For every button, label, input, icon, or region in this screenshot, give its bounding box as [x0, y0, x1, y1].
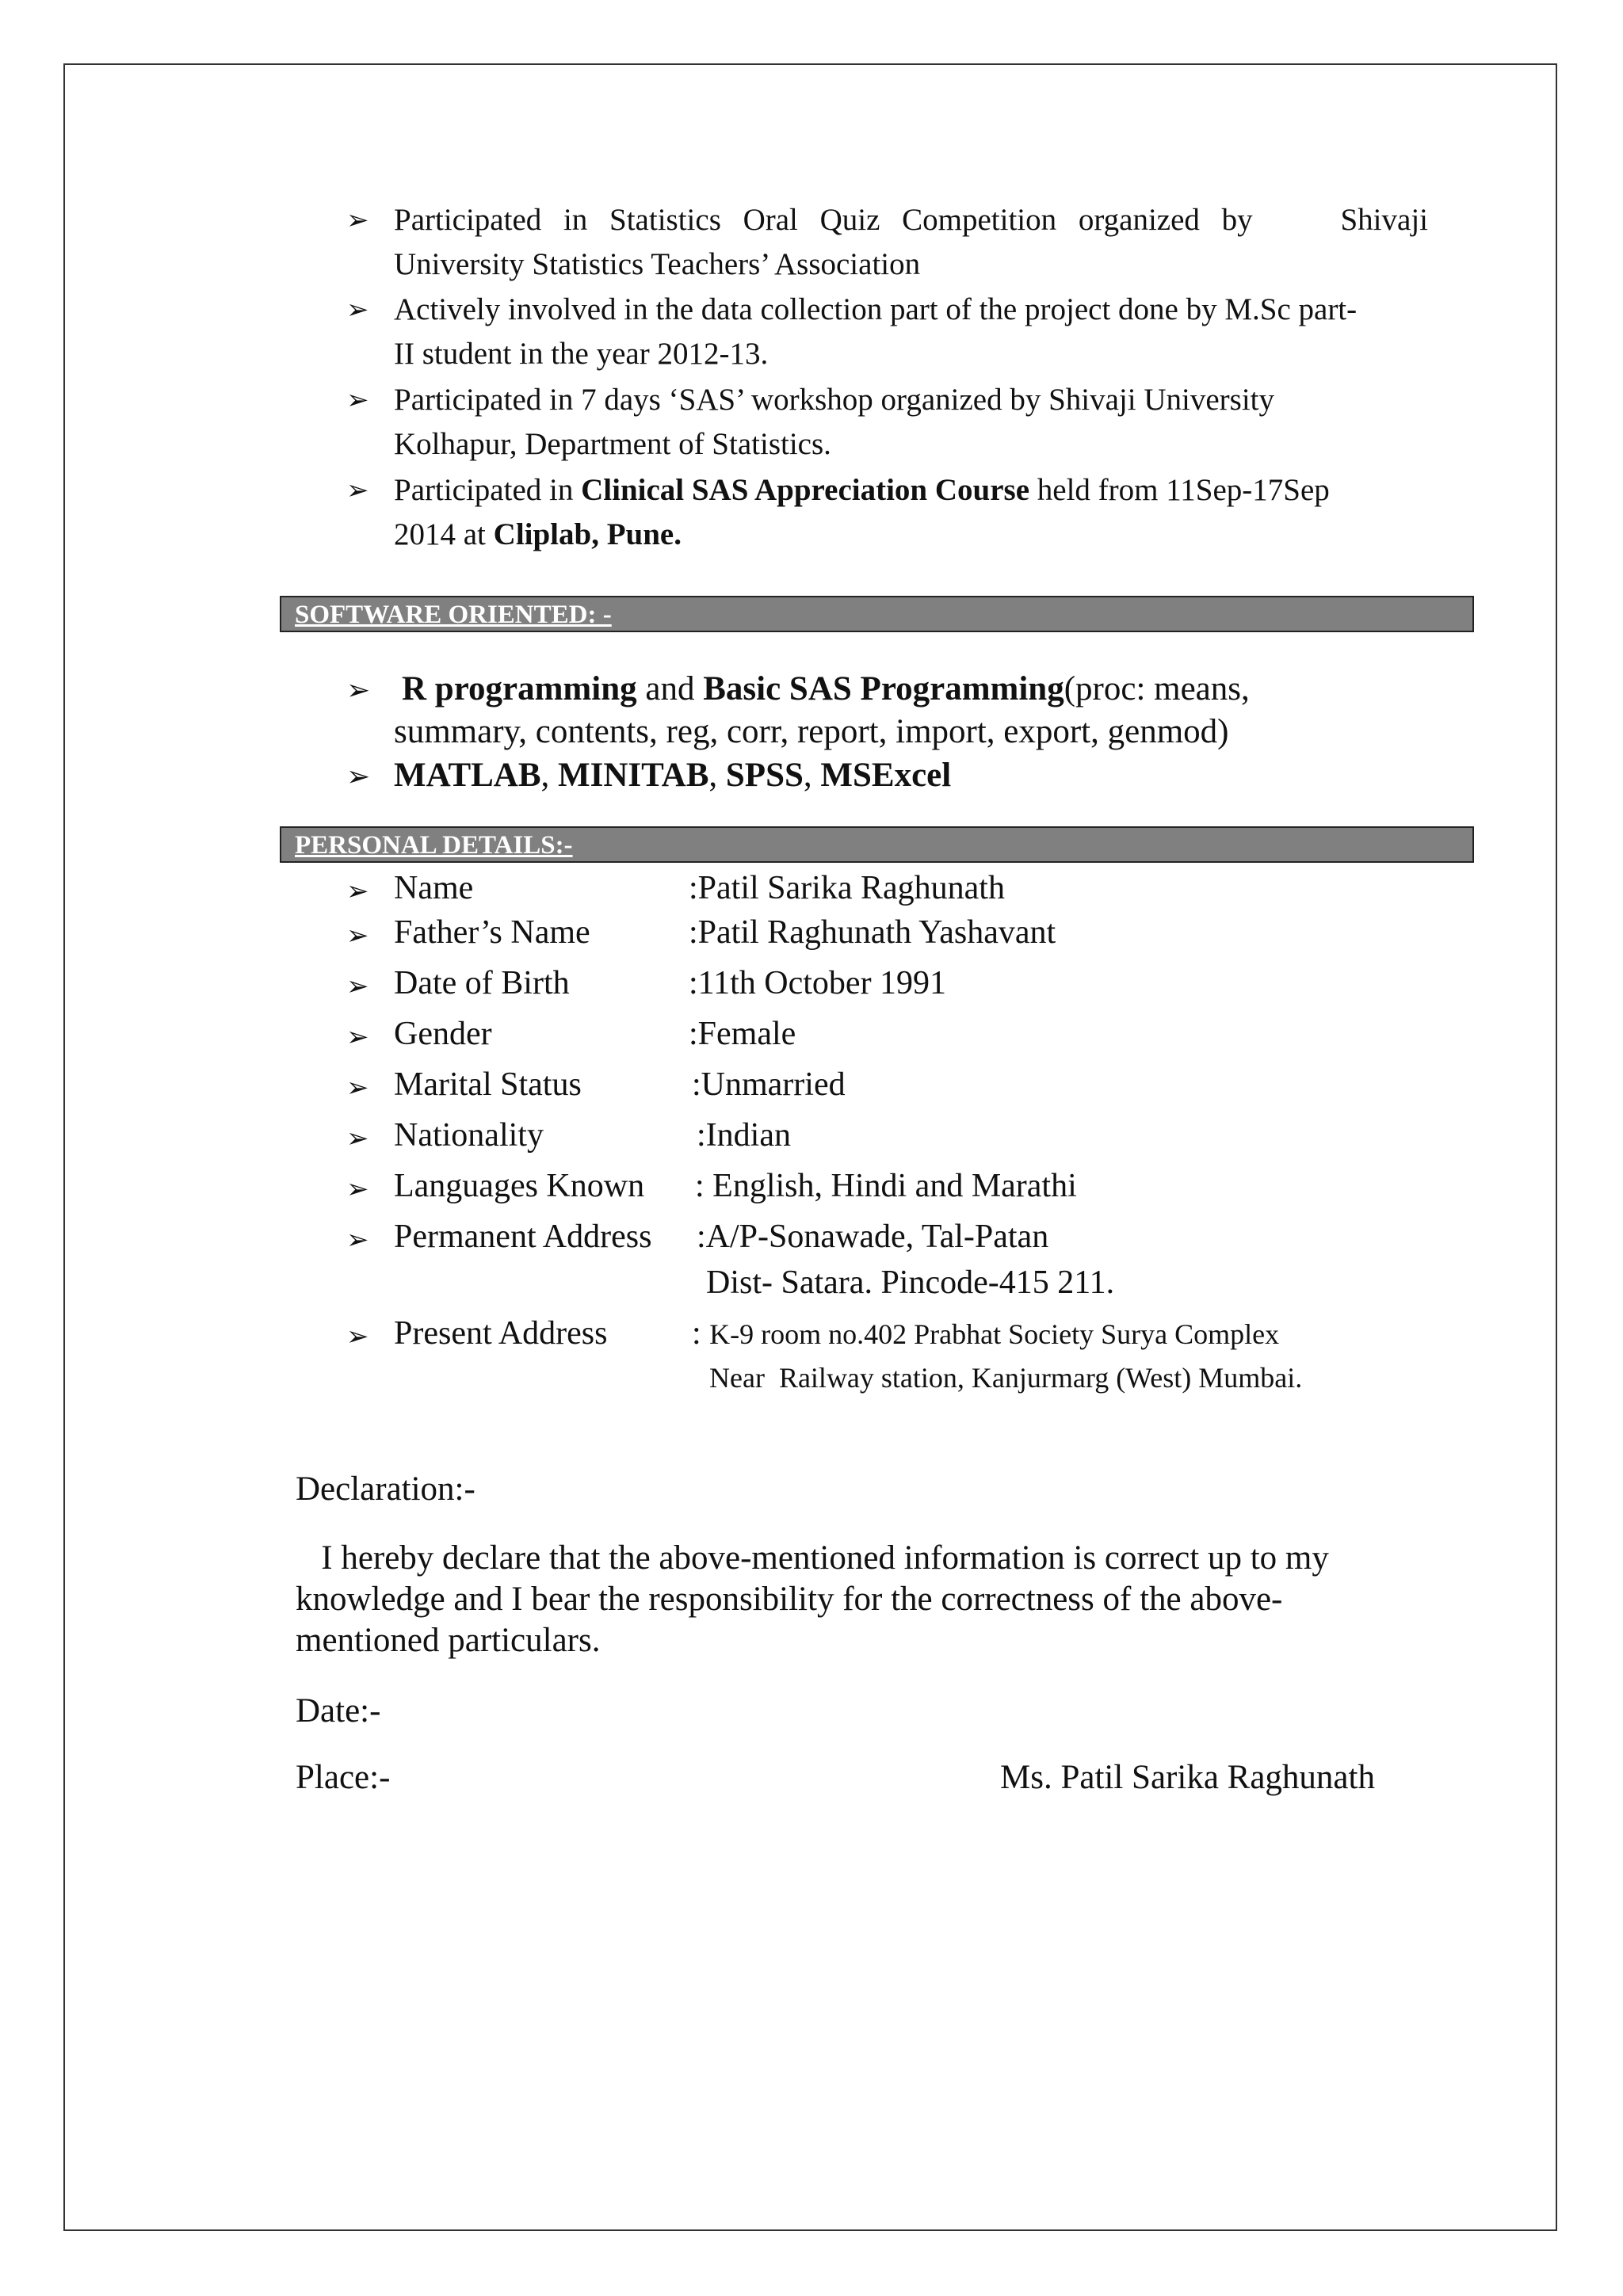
arrow-bullet-icon: ➢ — [346, 1224, 369, 1256]
arrow-bullet-icon: ➢ — [346, 875, 369, 907]
field-label: Gender — [394, 1016, 492, 1052]
achievement-item — [0, 288, 1623, 376]
field-value: :11th October 1991 — [689, 965, 947, 1001]
field-label: Name — [394, 870, 474, 906]
arrow-bullet-icon: ➢ — [346, 1173, 369, 1205]
section-heading-software — [280, 596, 1474, 632]
achievement-item — [0, 378, 1623, 467]
arrow-bullet-icon: ➢ — [346, 1123, 369, 1154]
field-value: : K-9 room no.402 Prabhat Society Surya Complex — [692, 1315, 1280, 1352]
arrow-bullet-icon: ➢ — [346, 1021, 369, 1053]
achievement-line2: II student in the year 2012-13. — [394, 337, 769, 371]
arrow-bullet-icon: ➢ — [346, 761, 371, 793]
achievement-item — [0, 468, 1623, 557]
section-heading-text: SOFTWARE ORIENTED: - — [295, 601, 612, 629]
declaration-text-line: knowledge and I bear the responsibility for the correctness of the above- — [296, 1581, 1283, 1618]
field-label: Nationality — [394, 1117, 544, 1154]
section-heading-text: PERSONAL DETAILS:- — [295, 831, 573, 860]
software-tools: MATLAB, MINITAB, SPSS, MSExcel — [394, 757, 952, 794]
field-label: Present Address — [394, 1315, 608, 1352]
field-label: Marital Status — [394, 1066, 582, 1103]
arrow-bullet-icon: ➢ — [346, 294, 369, 326]
software-line1: R programming and Basic SAS Programming(proc: means, — [402, 670, 1250, 707]
arrow-bullet-icon: ➢ — [346, 920, 369, 952]
achievement-line1: Participated in Clinical SAS Appreciation Course held from 11Sep-17Sep — [394, 473, 1330, 507]
place-label: Place:- — [296, 1759, 391, 1796]
declaration-heading: Declaration:- — [296, 1470, 475, 1508]
field-value: :Unmarried — [692, 1066, 846, 1103]
arrow-bullet-icon: ➢ — [346, 1072, 369, 1104]
field-label: Languages Known — [394, 1168, 645, 1204]
achievement-line2: 2014 at Cliplab, Pune. — [394, 517, 682, 551]
achievement-line1: Actively involved in the data collection part of the project done by M.Sc part- — [394, 292, 1358, 326]
achievement-line2: University Statistics Teachers’ Association — [394, 247, 921, 281]
signature-name: Ms. Patil Sarika Raghunath — [1000, 1759, 1375, 1796]
personal-row-permanent — [0, 1217, 1623, 1257]
declaration-text-line: I hereby declare that the above-mentioned information is correct up to my — [296, 1539, 1329, 1577]
achievement-item — [0, 198, 1623, 287]
personal-row-gender — [0, 1014, 1623, 1054]
achievement-line1: Participated in 7 days ‘SAS’ workshop organized by Shivaji University — [394, 383, 1274, 417]
software-item — [0, 753, 1623, 801]
field-value: : English, Hindi and Marathi — [695, 1168, 1077, 1204]
field-value: :Indian — [697, 1117, 791, 1154]
arrow-bullet-icon: ➢ — [346, 1321, 369, 1352]
software-item — [0, 667, 1623, 715]
arrow-bullet-icon: ➢ — [346, 971, 369, 1002]
personal-row-name — [0, 868, 1623, 908]
arrow-bullet-icon: ➢ — [346, 674, 371, 707]
achievement-line2: Kolhapur, Department of Statistics. — [394, 427, 831, 461]
field-value-continued: Near Railway station, Kanjurmarg (West) Mumbai. — [709, 1362, 1303, 1394]
personal-row-languages — [0, 1166, 1623, 1206]
personal-row-dob — [0, 963, 1623, 1003]
field-value-continued: Dist- Satara. Pincode-415 211. — [706, 1264, 1115, 1301]
arrow-bullet-icon: ➢ — [346, 204, 369, 236]
personal-row-marital — [0, 1065, 1623, 1104]
field-value: :Female — [689, 1016, 796, 1052]
date-label: Date:- — [296, 1692, 381, 1730]
personal-row-nationality — [0, 1116, 1623, 1155]
field-label: Father’s Name — [394, 914, 590, 951]
field-label: Permanent Address — [394, 1219, 652, 1255]
personal-row-present — [0, 1314, 1623, 1353]
achievement-line1: Participated in Statistics Oral Quiz Competition organized by Shivaji — [394, 203, 1428, 237]
field-value: :Patil Sarika Raghunath — [689, 870, 1005, 906]
arrow-bullet-icon: ➢ — [346, 384, 369, 416]
declaration-text-line: mentioned particulars. — [296, 1622, 601, 1659]
field-label: Date of Birth — [394, 965, 570, 1001]
section-heading-personal — [280, 826, 1474, 863]
arrow-bullet-icon: ➢ — [346, 475, 369, 506]
software-line2: summary, contents, reg, corr, report, import, export, genmod) — [394, 713, 1229, 750]
field-value: :Patil Raghunath Yashavant — [689, 914, 1056, 951]
personal-row-father — [0, 913, 1623, 952]
field-value: :A/P-Sonawade, Tal-Patan — [697, 1219, 1049, 1255]
